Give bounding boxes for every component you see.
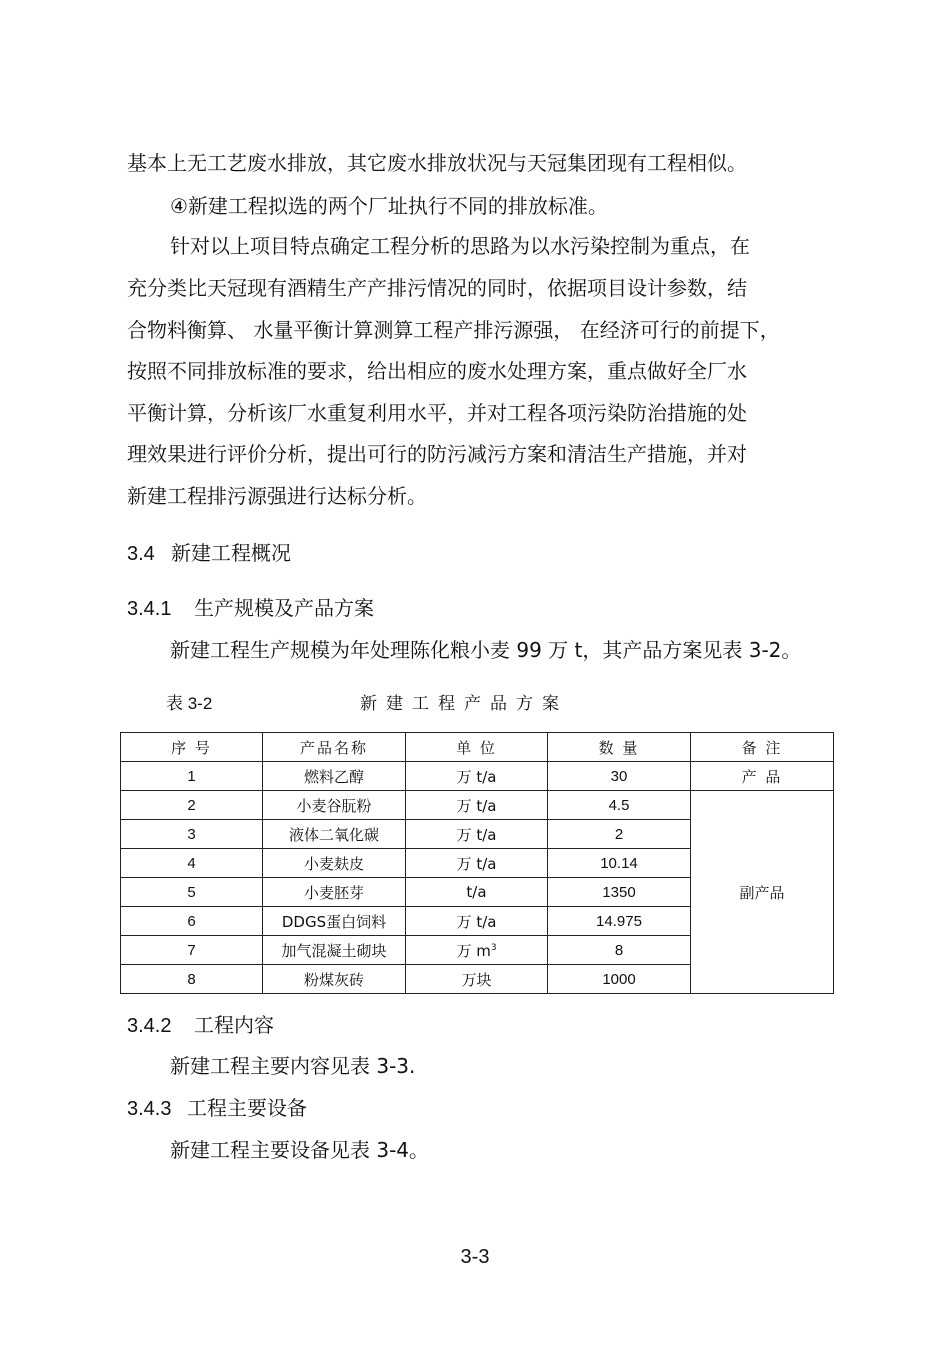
- cell-no: 1: [121, 762, 263, 791]
- cell-name: 小麦胚芽: [263, 878, 406, 907]
- cell-unit: 万块: [406, 965, 548, 994]
- section-number: 3.4.2: [127, 1015, 172, 1037]
- section-heading-3-4-2: [127, 1013, 274, 1038]
- section-heading-3-4-1: [127, 596, 374, 621]
- section-heading-3-4-3: [127, 1096, 307, 1121]
- cell-unit: [406, 936, 548, 965]
- body-paragraph-line: 新建工程生产规模为年处理陈化粮小麦 99 万 t，其产品方案见表 3-2。: [170, 638, 802, 662]
- body-paragraph-line: 新建工程主要内容见表 3-3.: [170, 1054, 416, 1078]
- cell-qty: 1350: [548, 878, 691, 907]
- body-paragraph-line: 新建工程排污源强进行达标分析。: [127, 484, 427, 508]
- product-table: [120, 732, 834, 994]
- table-caption-title: 新建工程产品方案: [360, 694, 568, 714]
- table-row: [121, 762, 834, 791]
- header-cell: 备 注: [691, 733, 834, 762]
- section-title: 工程主要设备: [187, 1096, 307, 1120]
- header-cell: 单 位: [406, 733, 548, 762]
- cell-no: 7: [121, 936, 263, 965]
- cell-no: 5: [121, 878, 263, 907]
- section-title: 生产规模及产品方案: [194, 596, 374, 620]
- table-caption-number: 表 3-2: [166, 694, 213, 713]
- section-heading-3-4: [127, 541, 291, 566]
- body-paragraph-line: 新建工程主要设备见表 3-4。: [170, 1138, 430, 1162]
- section-number: 3.4.1: [127, 598, 172, 620]
- cell-unit: 万 t/a: [406, 762, 548, 791]
- cell-no: 8: [121, 965, 263, 994]
- cell-name: 小麦谷朊粉: [263, 791, 406, 820]
- section-number: 3.4: [127, 543, 155, 565]
- cell-remark-product: 产 品: [691, 762, 834, 791]
- cell-name: 液体二氧化碳: [263, 820, 406, 849]
- page-number: 3-3: [460, 1246, 490, 1268]
- body-paragraph-line: 按照不同排放标准的要求，给出相应的废水处理方案，重点做好全厂水: [127, 359, 747, 383]
- cell-name: 燃料乙醇: [263, 762, 406, 791]
- header-cell: 序 号: [121, 733, 263, 762]
- cell-name: DDGS蛋白饲料: [263, 907, 406, 936]
- section-number: 3.4.3: [127, 1098, 172, 1120]
- cell-qty: 14.975: [548, 907, 691, 936]
- unit-text: 万 m: [456, 941, 491, 960]
- cell-qty: 1000: [548, 965, 691, 994]
- header-cell: 产品名称: [263, 733, 406, 762]
- cell-no: 6: [121, 907, 263, 936]
- cell-unit: 万 t/a: [406, 820, 548, 849]
- body-paragraph-line: 基本上无工艺废水排放，其它废水排放状况与天冠集团现有工程相似。: [127, 151, 747, 175]
- body-paragraph-line: 平衡计算，分析该厂水重复利用水平，并对工程各项污染防治措施的处: [127, 401, 747, 425]
- cell-unit: t/a: [406, 878, 548, 907]
- body-paragraph-line: 理效果进行评价分析，提出可行的防污减污方案和清洁生产措施，并对: [127, 442, 747, 466]
- body-paragraph-line: 充分类比天冠现有酒精生产产排污情况的同时，依据项目设计参数，结: [127, 276, 747, 300]
- section-title: 工程内容: [194, 1013, 274, 1037]
- section-title: 新建工程概况: [171, 541, 291, 565]
- cell-unit: 万 t/a: [406, 791, 548, 820]
- cell-name: 小麦麸皮: [263, 849, 406, 878]
- cell-name: 粉煤灰砖: [263, 965, 406, 994]
- cell-unit: 万 t/a: [406, 907, 548, 936]
- cell-no: 4: [121, 849, 263, 878]
- cell-no: 3: [121, 820, 263, 849]
- unit-superscript: 3: [490, 942, 497, 953]
- cell-qty: 10.14: [548, 849, 691, 878]
- cell-qty: 8: [548, 936, 691, 965]
- cell-unit: 万 t/a: [406, 849, 548, 878]
- table-header-row: [121, 733, 834, 762]
- body-paragraph-line: ④新建工程拟选的两个厂址执行不同的排放标准。: [170, 194, 608, 218]
- header-cell: 数 量: [548, 733, 691, 762]
- cell-name: 加气混凝土砌块: [263, 936, 406, 965]
- table-row: [121, 791, 834, 820]
- cell-qty: 4.5: [548, 791, 691, 820]
- cell-qty: 2: [548, 820, 691, 849]
- body-paragraph-line: 合物料衡算、 水量平衡计算测算工程产排污源强， 在经济可行的前提下，: [127, 318, 780, 342]
- cell-qty: 30: [548, 762, 691, 791]
- cell-no: 2: [121, 791, 263, 820]
- cell-remark-byproduct: 副产品: [691, 791, 834, 994]
- body-paragraph-line: 针对以上项目特点确定工程分析的思路为以水污染控制为重点，在: [170, 234, 750, 258]
